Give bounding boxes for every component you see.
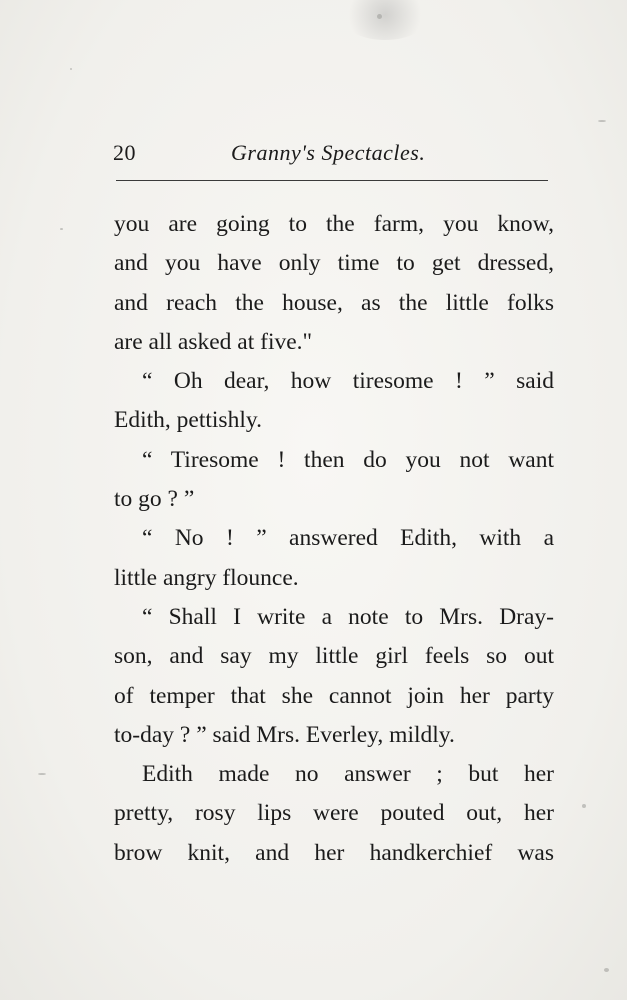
header-rule: [116, 180, 548, 181]
text-line: Edith, pettishly.: [114, 407, 262, 434]
text-line: “ Oh dear, how tiresome ! ” said: [142, 368, 554, 395]
paper-speck: [377, 14, 382, 19]
running-header: [113, 138, 553, 170]
text-line: and you have only time to get dressed,: [114, 250, 554, 277]
page-number: 20: [113, 140, 136, 165]
text-line: and reach the house, as the little folks: [114, 289, 554, 316]
paper-stain: [340, 0, 430, 40]
text-line: are all asked at five.": [114, 328, 313, 355]
text-line: little angry flounce.: [114, 564, 299, 591]
text-line: “ No ! ” answered Edith, with a: [142, 525, 554, 552]
text-line: Edith made no answer ; but her: [142, 761, 554, 788]
paper-speck: [38, 773, 46, 775]
text-line: to go ? ”: [114, 486, 195, 513]
text-line: “ Tiresome ! then do you not want: [142, 446, 554, 473]
text-line: brow knit, and her handkerchief was: [114, 839, 554, 866]
paper-speck: [60, 228, 63, 230]
running-title: Granny's Spectacles.: [231, 140, 426, 165]
text-line: “ Shall I write a note to Mrs. Dray-: [142, 603, 554, 630]
paper-speck: [604, 968, 609, 972]
text-line: of temper that she cannot join her party: [114, 682, 554, 709]
text-line: son, and say my little girl feels so out: [114, 643, 554, 670]
text-line: you are going to the farm, you know,: [114, 211, 554, 237]
paper-speck: [582, 804, 586, 808]
text-line: pretty, rosy lips were pouted out, her: [114, 800, 554, 827]
paper-speck: [598, 120, 606, 122]
paper-speck: [70, 68, 72, 70]
text-line: to-day ? ” said Mrs. Everley, mildly.: [114, 721, 455, 748]
body-text: [114, 205, 554, 873]
